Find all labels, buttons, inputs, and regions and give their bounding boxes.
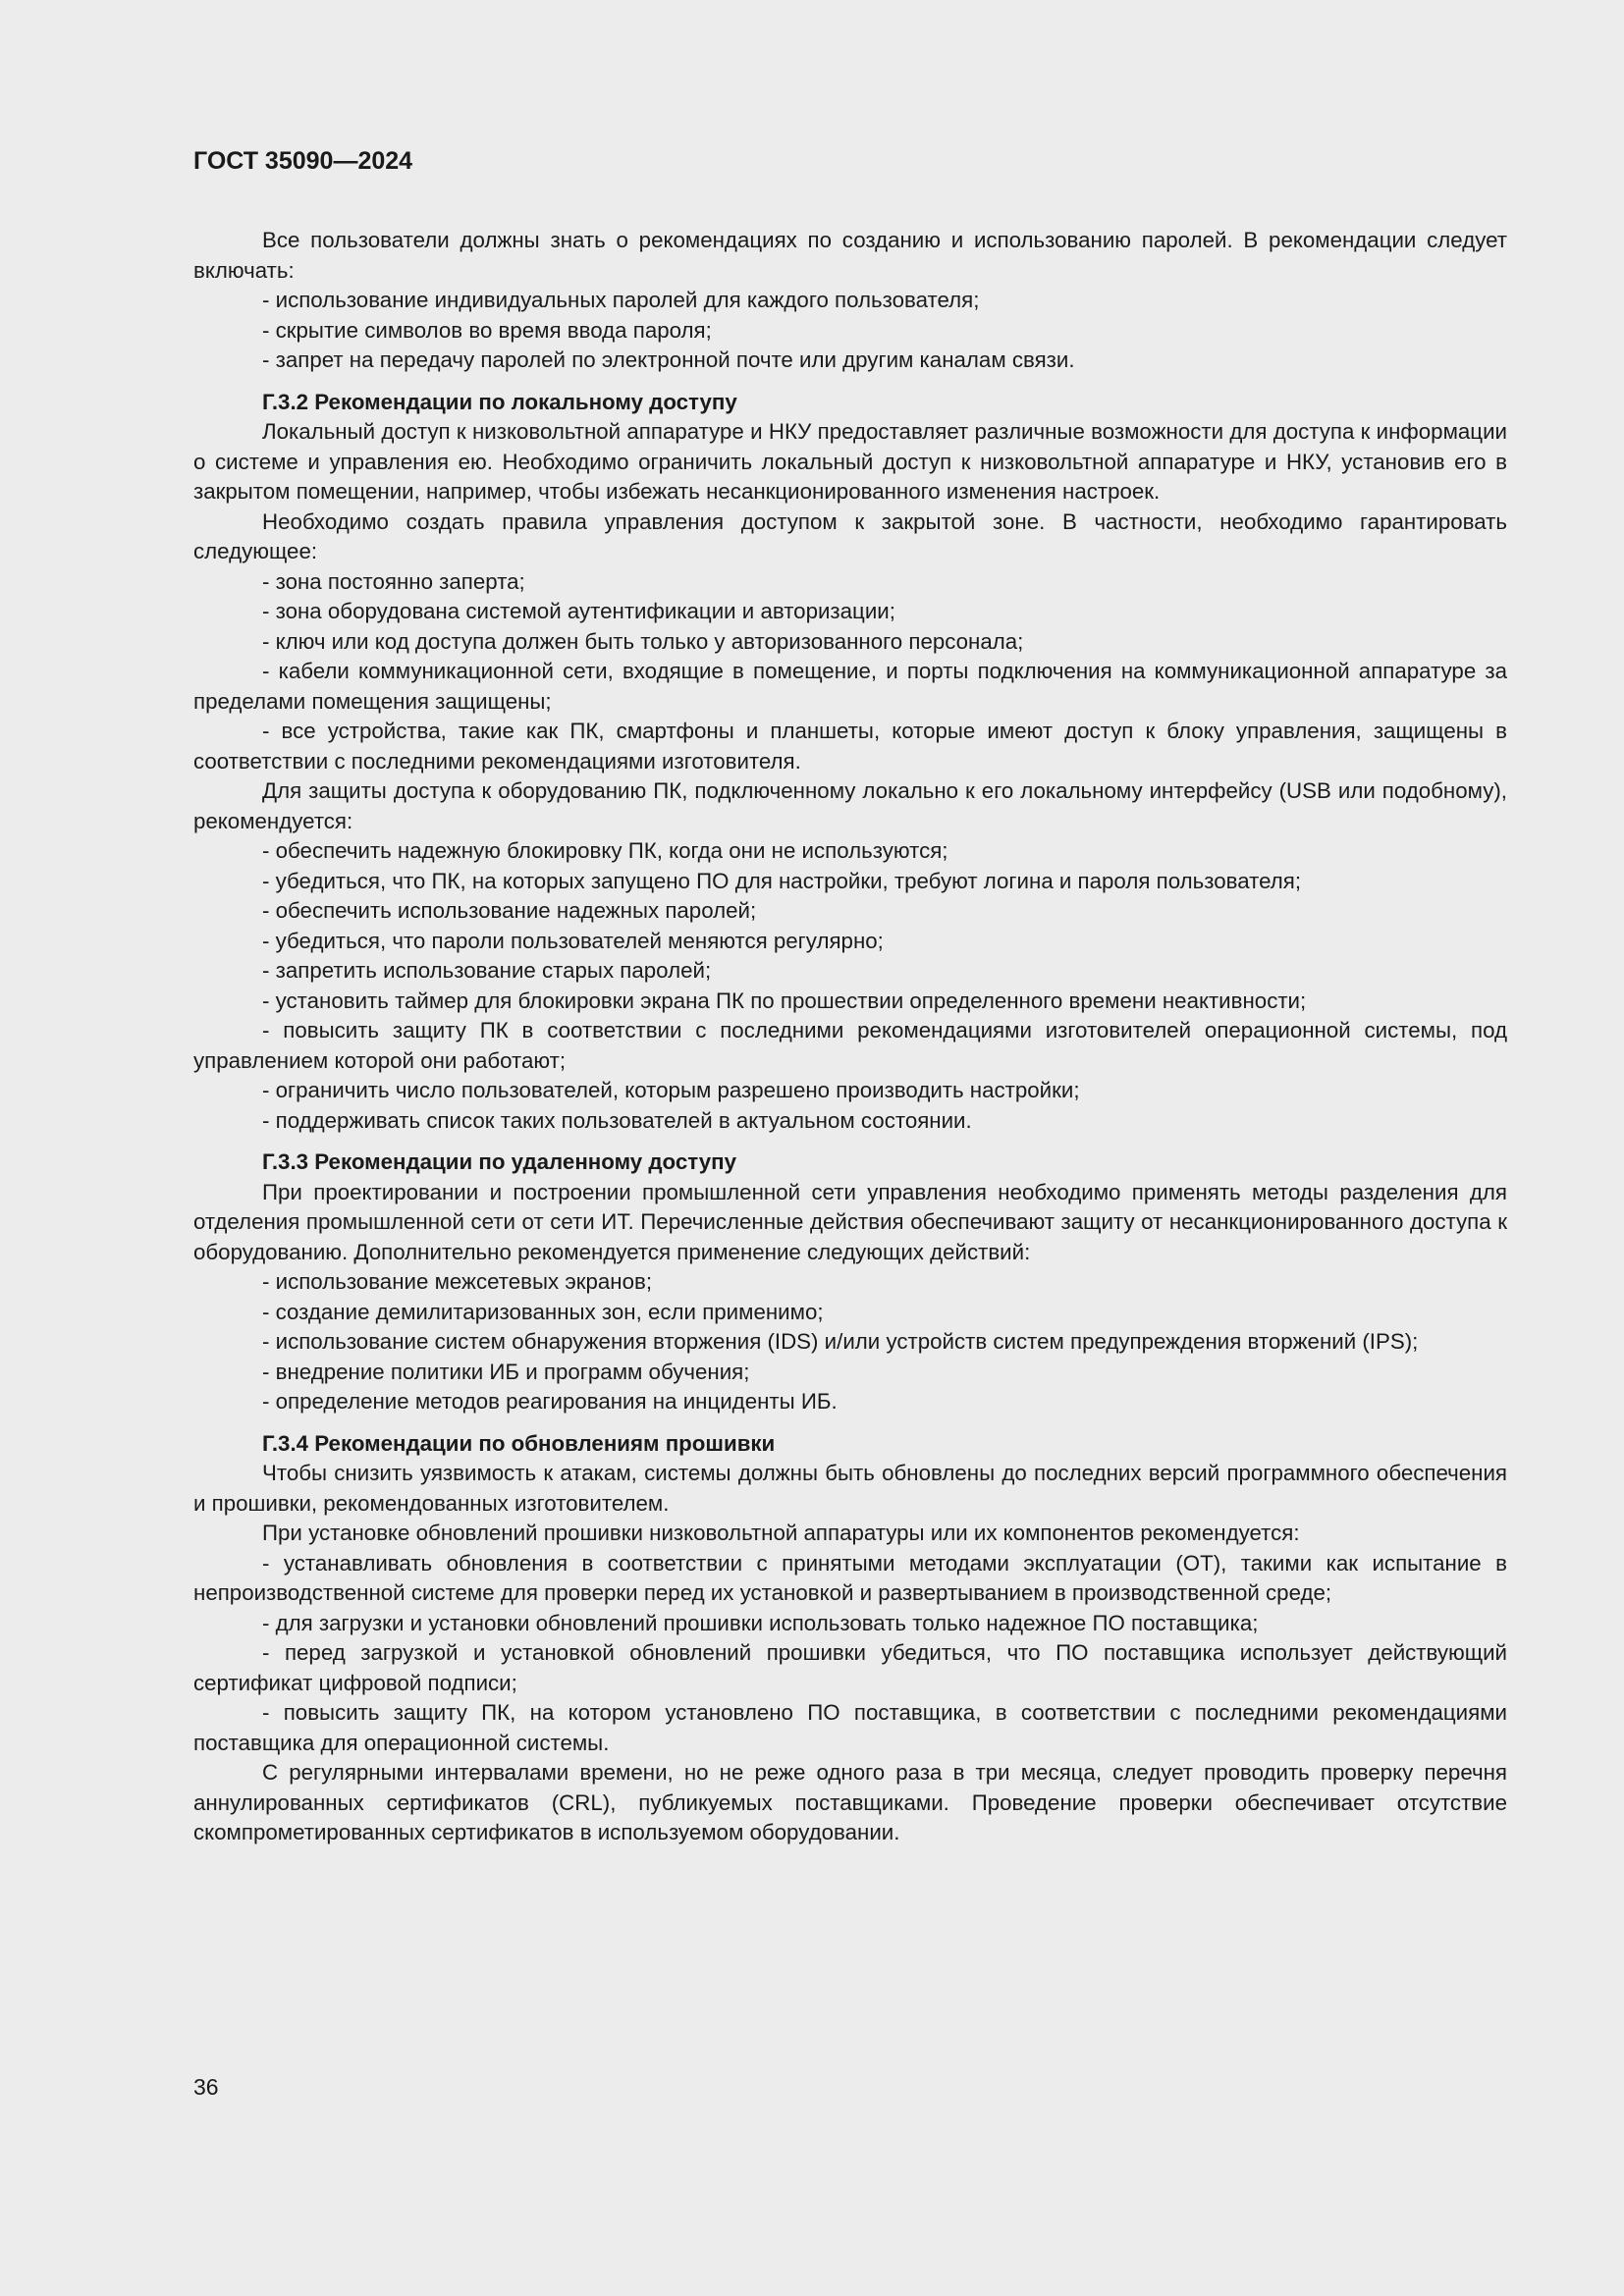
paragraph: При установке обновлений прошивки низковольтной аппаратуры или их компонентов рекомендуется: <box>262 1521 1300 1545</box>
paragraph: Для защиты доступа к оборудованию ПК, подключенному локально к его локальному интерфейсу (USB или подобному), рекомендуется: <box>193 778 1507 833</box>
list-item: - зона оборудована системой аутентификации и авторизации; <box>262 599 895 623</box>
paragraph: Необходимо создать правила управления доступом к закрытой зоне. В частности, необходимо гарантировать следующее: <box>193 508 1507 563</box>
paragraph: С регулярными интервалами времени, но не реже одного раза в три месяца, следует проводить проверку перечня аннулированных сертификатов (CRL), публикуемых поставщиками. Проведение проверки обеспечивает отсутствие скомпрометированных сертификатов в используемом оборудовании. <box>193 1760 1507 1844</box>
list-item: - устанавливать обновления в соответствии с принятыми методами эксплуатации (ОТ), такими как испытание в непроизводственной системе для проверки перед их установкой и развертыванием в производственной среде; <box>193 1550 1507 1605</box>
list-item: - определение методов реагирования на инциденты ИБ. <box>262 1389 838 1414</box>
list-item: - ограничить число пользователей, которым разрешено производить настройки; <box>262 1078 1080 1102</box>
list-item: - убедиться, что пароли пользователей меняются регулярно; <box>262 928 884 953</box>
list-item: - внедрение политики ИБ и программ обучения; <box>262 1359 750 1384</box>
section-heading-g33: Г.3.3 Рекомендации по удаленному доступу <box>262 1149 737 1174</box>
list-item: - повысить защиту ПК в соответствии с последними рекомендациями изготовителей операционной системы, под управлением которой они работают; <box>193 1018 1507 1073</box>
paragraph: При проектировании и построении промышленной сети управления необходимо применять методы разделения для отделения промышленной сети от сети ИТ. Перечисленные действия обеспечивают защиту от несанкционированного доступа к оборудованию. Дополнительно рекомендуется применение следующих действий: <box>193 1179 1507 1264</box>
list-item: - обеспечить надежную блокировку ПК, когда они не используются; <box>262 838 948 863</box>
section-heading-g32: Г.3.2 Рекомендации по локальному доступу <box>262 389 737 414</box>
list-item: - для загрузки и установки обновлений прошивки использовать только надежное ПО поставщика; <box>262 1610 1259 1635</box>
intro-paragraph: Все пользователи должны знать о рекомендациях по созданию и использованию паролей. В рекомендации следует включать: <box>193 228 1507 283</box>
list-item: - обеспечить использование надежных паролей; <box>262 898 757 923</box>
paragraph: Чтобы снизить уязвимость к атакам, системы должны быть обновлены до последних версий программного обеспечения и прошивки, рекомендованных изготовителем. <box>193 1461 1507 1516</box>
paragraph: Локальный доступ к низковольтной аппаратуре и НКУ предоставляет различные возможности для доступа к информации о системе и управления ею. Необходимо ограничить локальный доступ к низковольтной аппаратуре и НКУ, установив его в закрытом помещении, например, чтобы избежать несанкционированного изменения настроек. <box>193 419 1507 504</box>
list-item: - повысить защиту ПК, на котором установлено ПО поставщика, в соответствии с последними рекомендациями поставщика для операционной системы. <box>193 1700 1507 1755</box>
list-item: - зона постоянно заперта; <box>262 568 525 594</box>
list-item: - использование систем обнаружения вторжения (IDS) и/или устройств систем предупреждения вторжений (IPS); <box>262 1329 1419 1354</box>
list-item: - использование индивидуальных паролей для каждого пользователя; <box>262 288 980 312</box>
page-content <box>193 226 1507 1848</box>
list-item: - запрет на передачу паролей по электронной почте или другим каналам связи. <box>262 347 1075 372</box>
document-header-title: ГОСТ 35090—2024 <box>193 147 413 175</box>
list-item: - создание демилитаризованных зон, если применимо; <box>262 1299 824 1324</box>
section-heading-g34: Г.3.4 Рекомендации по обновлениям прошивки <box>262 1430 776 1456</box>
list-item: - кабели коммуникационной сети, входящие в помещение, и порты подключения на коммуникационной аппаратуре за пределами помещения защищены; <box>193 659 1507 714</box>
list-item: - скрытие символов во время ввода пароля; <box>262 317 712 343</box>
list-item: - запретить использование старых паролей; <box>262 958 712 983</box>
list-item: - установить таймер для блокировки экрана ПК по прошествии определенного времени неактивности; <box>262 988 1307 1013</box>
page-number: 36 <box>193 2074 219 2100</box>
list-item: - убедиться, что ПК, на которых запущено ПО для настройки, требуют логина и пароля пользователя; <box>262 868 1302 893</box>
list-item: - ключ или код доступа должен быть только у авторизованного персонала; <box>262 628 1024 654</box>
list-item: - поддерживать список таких пользователей в актуальном состоянии. <box>262 1107 972 1133</box>
list-item: - все устройства, такие как ПК, смартфоны и планшеты, которые имеют доступ к блоку управления, защищены в соответствии с последними рекомендациями изготовителя. <box>193 719 1507 774</box>
list-item: - перед загрузкой и установкой обновлений прошивки убедиться, что ПО поставщика использует действующий сертификат цифровой подписи; <box>193 1640 1507 1695</box>
list-item: - использование межсетевых экранов; <box>262 1269 653 1294</box>
